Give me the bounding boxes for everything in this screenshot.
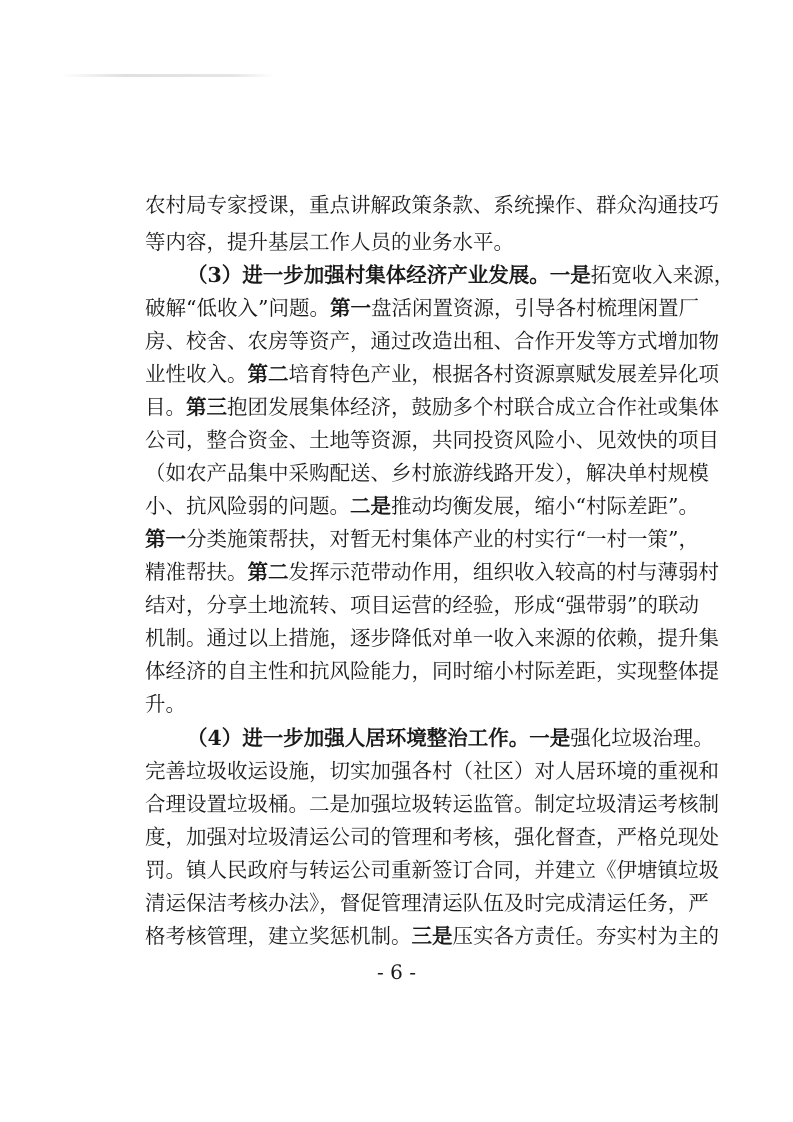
text-line (145, 557, 719, 587)
text-line (145, 756, 719, 786)
text-run: 结对，分享土地流转、项目运营的经验，形成“强带弱”的联动 (145, 593, 699, 617)
text-run: 精准帮扶。 (145, 560, 248, 584)
text-line (145, 855, 719, 885)
emphasis-text: 一是 (529, 726, 571, 750)
page-number: - 6 - (377, 960, 416, 984)
text-line (145, 656, 719, 686)
text-run: 度，加强对垃圾清运公司的管理和考核，强化督查，严格兑现处 (145, 825, 719, 849)
text-run: 推动均衡发展，缩小“村际差距”。 (391, 494, 699, 518)
emphasis-text: 第三 (186, 395, 227, 419)
text-run: 房、校舍、农房等资产，通过改造出租、合作开发等方式增加物 (145, 329, 719, 353)
text-run: 破解“低收入”问题。 (145, 296, 330, 320)
text-line (145, 359, 719, 389)
text-line (145, 888, 709, 918)
section-heading-text: （3）进一步加强村集体经济产业发展。 (187, 263, 550, 287)
section-heading-4 (187, 723, 714, 753)
emphasis-text: 二是 (350, 494, 391, 518)
section-heading-text: （4）进一步加强人居环境整治工作。 (187, 726, 530, 750)
text-line (145, 623, 719, 653)
text-line (145, 458, 709, 488)
emphasis-text: 第一 (329, 296, 371, 320)
text-run: 压实各方责任。夯实村为主的 (452, 924, 719, 948)
emphasis-text: 三是 (411, 924, 453, 948)
section-heading-3 (187, 260, 735, 290)
text-run: 罚。镇人民政府与转运公司重新签订合同，并建立《伊塘镇垃圾 (145, 858, 719, 882)
text-run: 盘活闲置资源，引导各村梳理闲置厂 (370, 296, 699, 320)
text-run: 体经济的自主性和抗风险能力，同时缩小村际差距，实现整体提 (145, 659, 719, 683)
emphasis-text: 第一 (145, 527, 186, 551)
text-run: 抱团发展集体经济，鼓励多个村联合成立合作社或集体 (227, 395, 719, 419)
emphasis-text: 第二 (247, 560, 289, 584)
text-line (145, 190, 719, 220)
text-run: 拓宽收入来源， (590, 263, 735, 287)
text-line (145, 227, 657, 257)
text-run: 等内容，提升基层工作人员的业务水平。 (145, 230, 514, 254)
text-run: 培育特色产业，根据各村资源禀赋发展差异化项 (288, 362, 719, 386)
emphasis-text: 一是 (549, 263, 591, 287)
text-run: 发挥示范带动作用，组织收入较高的村与薄弱村 (288, 560, 719, 584)
text-line (145, 921, 719, 951)
text-line (145, 326, 719, 356)
text-line (145, 293, 699, 323)
text-run: 业性收入。 (145, 362, 248, 386)
text-run: 强化垃圾治理。 (570, 726, 714, 750)
scan-artifact-line (60, 74, 275, 77)
text-line (145, 789, 719, 819)
text-run: 分类施策帮扶，对暂无村集体产业的村实行“一村一策”， (186, 527, 699, 551)
text-run: 清运保洁考核办法》，督促管理清运队伍及时完成清运任务，严 (145, 891, 709, 915)
text-run: 农村局专家授课，重点讲解政策条款、系统操作、群众沟通技巧 (145, 193, 719, 217)
text-line (145, 491, 699, 521)
text-line (145, 822, 719, 852)
text-line (145, 689, 657, 719)
text-run: 公司，整合资金、土地等资源，共同投资风险小、见效快的项目 (145, 428, 719, 452)
text-run: 小、抗风险弱的问题。 (145, 494, 350, 518)
text-run: 机制。通过以上措施，逐步降低对单一收入来源的依赖，提升集 (145, 626, 719, 650)
text-line (145, 524, 699, 554)
emphasis-text: 第二 (247, 362, 289, 386)
text-run: （如农产品集中采购配送、乡村旅游线路开发），解决单村规模 (145, 461, 709, 485)
text-run: 完善垃圾收运设施，切实加强各村（社区）对人居环境的重视和 (145, 759, 719, 783)
text-line (145, 425, 719, 455)
text-line (145, 590, 699, 620)
text-run: 格考核管理，建立奖惩机制。 (145, 924, 412, 948)
text-run: 目。 (145, 395, 186, 419)
text-line (145, 392, 719, 422)
text-run: 合理设置垃圾桶。二是加强垃圾转运监管。制定垃圾清运考核制 (145, 792, 719, 816)
text-run: 升。 (145, 692, 186, 716)
